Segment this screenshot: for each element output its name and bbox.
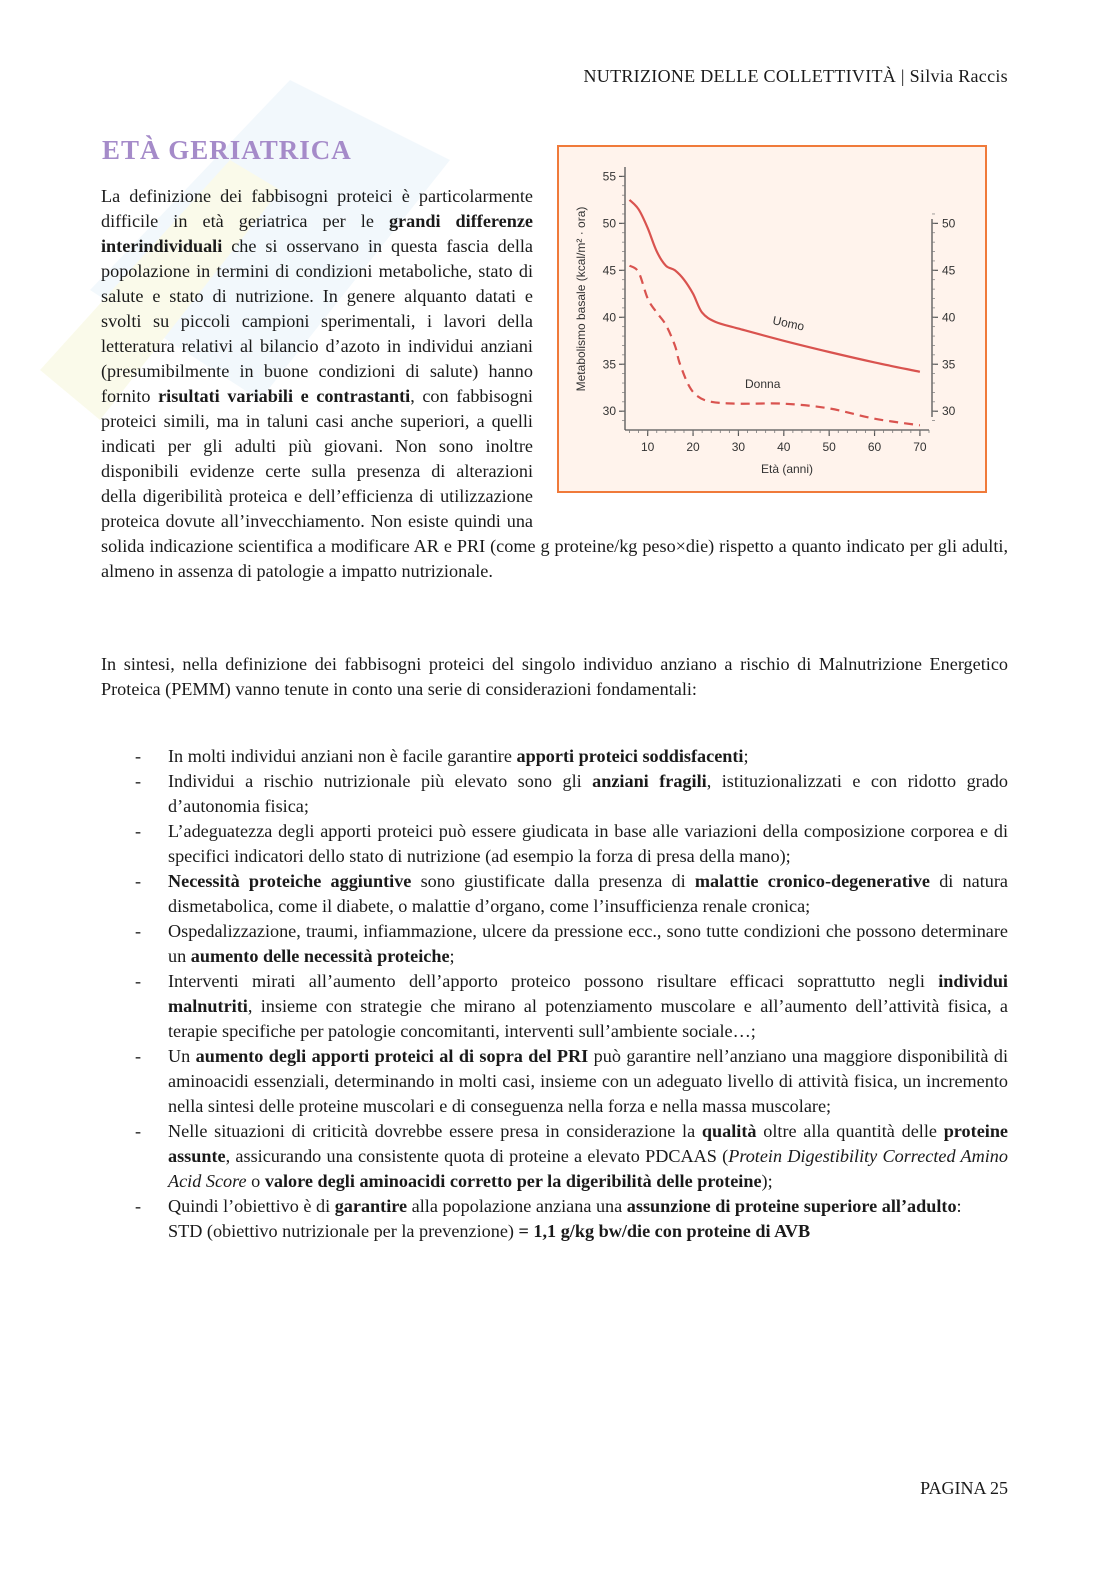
x-tick-label: 30	[731, 440, 746, 454]
y-tick-label-left: 45	[602, 263, 616, 278]
y-tick-label-right: 50	[942, 216, 956, 231]
list-item: - Interventi mirati all’aumento dell’apporto proteico possono risultare efficaci soprattutto negli individui malnutriti, insieme con strategie che mirano al potenziamento muscolare e all’aumento dell’attività fisica, a terapie specifiche per patologie concomitanti, interventi sull’ambiente sociale…;	[135, 971, 1008, 1041]
y-tick-label-left: 50	[602, 216, 616, 231]
list-item: - Un aumento degli apporti proteici al di sopra del PRI può garantire nell’anziano una maggiore disponibilità di aminoacidi essenziali, determinando in molti casi, insieme con un adeguato livello di attività fisica, un incremento nella sintesi delle proteine muscolari e di conseguenza nella forza e nella massa muscolare;	[135, 1046, 1008, 1116]
emphasis-differenze: grandi differenze interindividuali	[101, 211, 533, 256]
considerations-list	[101, 744, 1008, 1244]
x-tick-label: 20	[686, 440, 700, 454]
list-item: - Quindi l’obiettivo è di garantire alla popolazione anziana una assunzione di proteine superiore all’adulto: STD (obiettivo nutrizionale per la prevenzione) = 1,1 g/kg bw/die con proteine di AVB	[135, 1196, 962, 1241]
y-axis-label: Metabolismo basale (kcal/m² · ora)	[574, 206, 588, 392]
y-tick-label-right: 30	[942, 404, 956, 419]
x-tick-label: 40	[777, 440, 791, 454]
y-tick-label-left: 40	[602, 310, 616, 325]
nutritional-target-value: = 1,1 g/kg bw/die con proteine di AVB	[518, 1221, 811, 1241]
x-tick-label: 50	[822, 440, 836, 454]
page-number: PAGINA 25	[920, 1478, 1008, 1498]
x-tick-label: 10	[641, 440, 655, 454]
summary-paragraph: In sintesi, nella definizione dei fabbisogni proteici del singolo individuo anziano a rischio di Malnutrizione Energetico Proteica (PEMM) vanno tenute in conto una serie di considerazioni fondamentali:	[101, 654, 1008, 699]
y-tick-label-right: 35	[942, 357, 956, 372]
section-title: ETÀ GERIATRICA	[102, 135, 352, 165]
x-tick-label: 70	[913, 440, 927, 454]
list-item: - In molti individui anziani non è facile garantire apporti proteici soddisfacenti;	[135, 746, 749, 766]
list-item: - Ospedalizzazione, traumi, infiammazione, ulcere da pressione ecc., sono tutte condizioni che possono determinare un aumento delle necessità proteiche;	[135, 921, 1008, 966]
list-item: - Nelle situazioni di criticità dovrebbe essere presa in considerazione la qualità oltre alla quantità delle proteine assunte, assicurando una consistente quota di proteine a elevato PDCAAS (Protein Digestibility Corrected Amino Acid Score o valore degli aminoacidi corretto per la digeribilità delle proteine);	[135, 1121, 1009, 1191]
nutritional-target: STD (obiettivo nutrizionale per la prevenzione)	[168, 1221, 519, 1241]
list-item: - L’adeguatezza degli apporti proteici può essere giudicata in base alle variazioni della composizione corporea e di specifici indicatori dello stato di nutrizione (ad esempio la forza di presa della mano);	[135, 821, 1008, 866]
y-tick-label-left: 35	[602, 357, 616, 372]
x-tick-label: 60	[867, 440, 882, 454]
series-label-uomo: Uomo	[771, 313, 806, 334]
series-label-donna: Donna	[745, 377, 781, 391]
list-item: - Individui a rischio nutrizionale più elevato sono gli anziani fragili, istituzionalizzati e con ridotto grado d’autonomia fisica;	[135, 771, 1008, 816]
x-axis-label: Età (anni)	[760, 462, 814, 476]
intro-paragraph: La definizione dei fabbisogni proteici è particolarmente difficile in età geriatrica per le grandi differenze interindividuali che si osservano in questa fascia della popolazione in termini di condizioni metaboliche, stato di salute e stato di nutrizione. In genere alquanto datati e svolti su piccoli campioni sperimentali, i lavori della letteratura relativi al bilancio d’azoto in individui anziani (presumibilmente in buone condizioni di salute) hanno fornito risultati variabili e contrastanti, con fabbisogni proteici simili, ma in taluni casi anche superiori, a quelli indicati per gli adulti più giovani. Non sono inoltre disponibili evidenze certe sulla presenza di alterazioni della digeribilità proteica e dell’efficienza di utilizzazione proteica dovute all’invecchiamento. Non esiste quindi una solida indicazione scientifica a modificare AR e PRI (come g proteine/kg peso×die) rispetto a quanto indicato per gli adulti, almeno in assenza di patologie a impatto nutrizionale.	[101, 186, 1008, 581]
y-tick-label-left: 30	[602, 404, 616, 419]
running-header: NUTRIZIONE DELLE COLLETTIVITÀ | Silvia Raccis	[583, 66, 1008, 86]
list-item: - Necessità proteiche aggiuntive sono giustificate dalla presenza di malattie cronico-degenerative di natura dismetabolica, come il diabete, o malattie d’organo, come l’insufficienza renale cronica;	[135, 871, 1008, 916]
y-tick-label-right: 45	[942, 263, 956, 278]
y-tick-label-right: 40	[942, 310, 956, 325]
y-tick-label-left: 55	[602, 169, 616, 184]
emphasis-risultati: risultati variabili e contrastanti	[158, 386, 411, 406]
